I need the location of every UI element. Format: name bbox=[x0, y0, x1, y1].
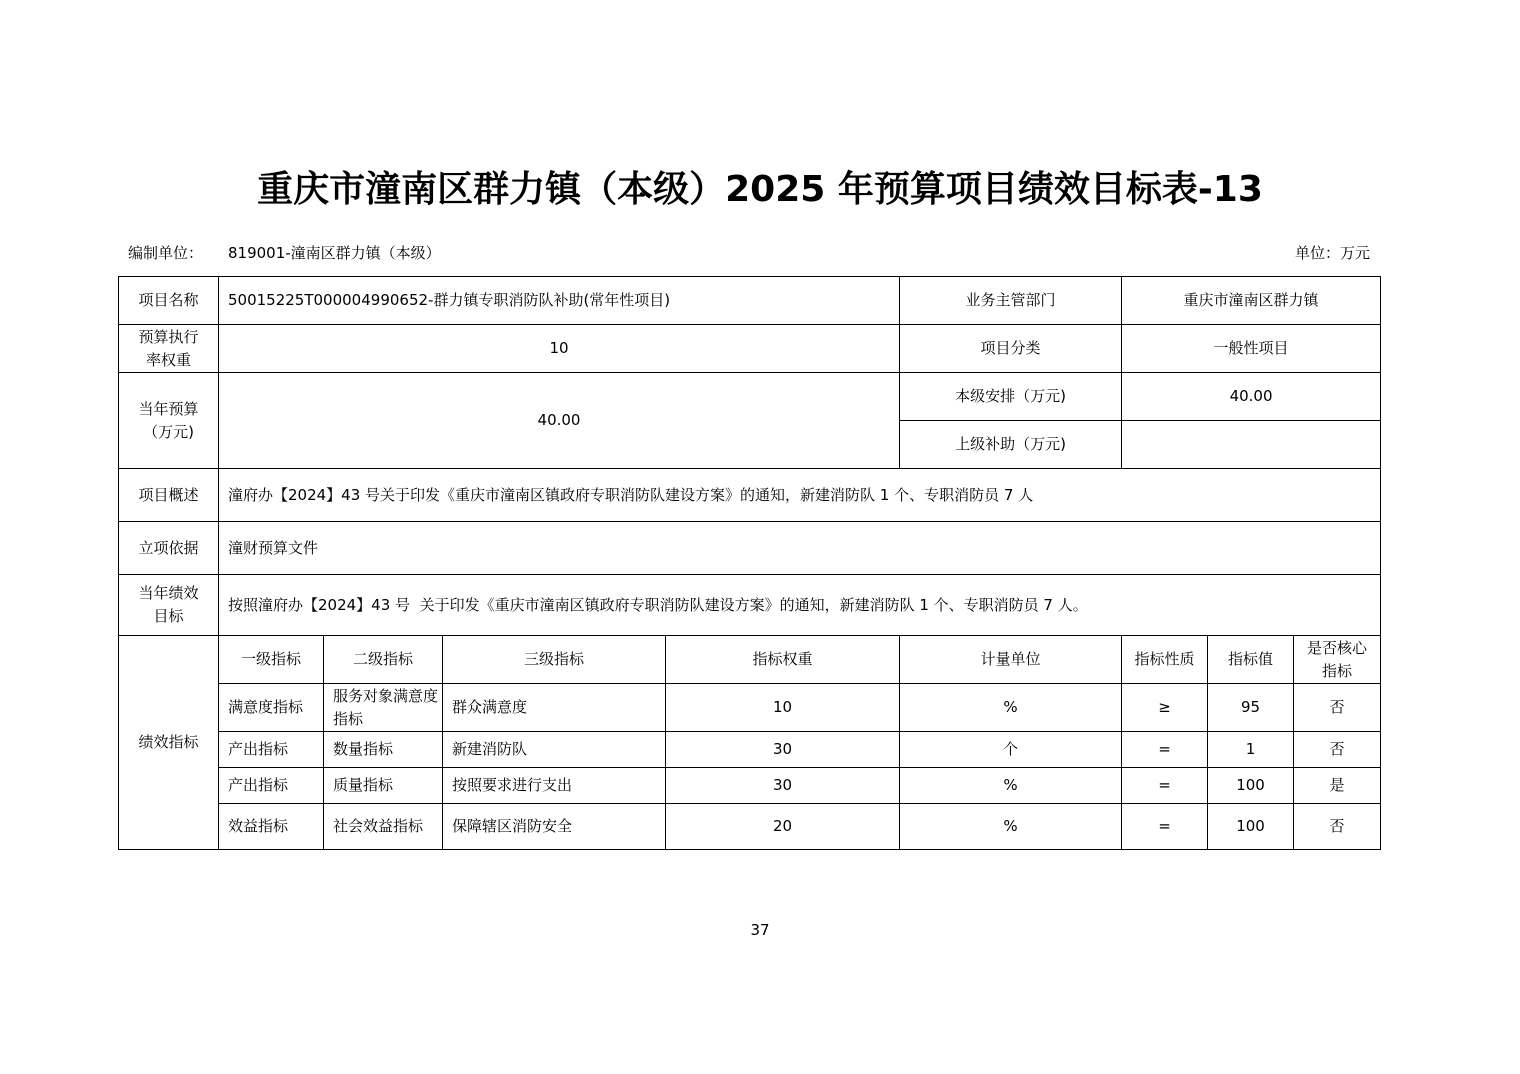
upper-label: 上级补助（万元) bbox=[900, 421, 1122, 469]
header-level1: 一级指标 bbox=[219, 636, 324, 684]
local-label: 本级安排（万元) bbox=[900, 373, 1122, 421]
row3-value: 100 bbox=[1208, 768, 1294, 804]
category-value: 一般性项目 bbox=[1122, 325, 1381, 373]
upper-value bbox=[1122, 421, 1381, 469]
row2-unit: 个 bbox=[900, 732, 1122, 768]
table-row bbox=[119, 684, 1381, 732]
budget-value: 40.00 bbox=[219, 373, 900, 469]
header-core: 是否核心指标 bbox=[1294, 636, 1381, 684]
row1-unit: % bbox=[900, 684, 1122, 732]
project-name-value: 50015225T000004990652-群力镇专职消防队补助(常年性项目) bbox=[219, 277, 900, 325]
table-row bbox=[119, 768, 1381, 804]
row2-value: 1 bbox=[1208, 732, 1294, 768]
row3-level3: 按照要求进行支出 bbox=[443, 768, 666, 804]
header-value: 指标值 bbox=[1208, 636, 1294, 684]
local-value: 40.00 bbox=[1122, 373, 1381, 421]
header-unit: 计量单位 bbox=[900, 636, 1122, 684]
row4-value: 100 bbox=[1208, 804, 1294, 850]
row-basis bbox=[119, 522, 1381, 575]
row1-level2: 服务对象满意度指标 bbox=[324, 684, 443, 732]
row1-level3: 群众满意度 bbox=[443, 684, 666, 732]
weight-value: 10 bbox=[219, 325, 900, 373]
row4-level2: 社会效益指标 bbox=[324, 804, 443, 850]
row2-level3: 新建消防队 bbox=[443, 732, 666, 768]
row-budget-local bbox=[119, 373, 1381, 421]
performance-target-table bbox=[118, 276, 1381, 850]
table-row bbox=[119, 804, 1381, 850]
indicator-header-row bbox=[119, 636, 1381, 684]
indicators-section-label: 绩效指标 bbox=[119, 636, 219, 850]
compiling-unit bbox=[128, 242, 441, 264]
row4-core: 否 bbox=[1294, 804, 1381, 850]
row4-nature: = bbox=[1122, 804, 1208, 850]
currency-unit: 单位：万元 bbox=[1294, 244, 1370, 262]
row1-core: 否 bbox=[1294, 684, 1381, 732]
row4-level3: 保障辖区消防安全 bbox=[443, 804, 666, 850]
goal-value: 按照潼府办【2024】43 号 关于印发《重庆市潼南区镇政府专职消防队建设方案》的通知，新建消防队 1 个、专职消防员 7 人。 bbox=[219, 575, 1381, 636]
header-weight: 指标权重 bbox=[666, 636, 900, 684]
header-level3: 三级指标 bbox=[443, 636, 666, 684]
row2-level1: 产出指标 bbox=[219, 732, 324, 768]
row1-level1: 满意度指标 bbox=[219, 684, 324, 732]
row3-level2: 质量指标 bbox=[324, 768, 443, 804]
row4-weight: 20 bbox=[666, 804, 900, 850]
row1-value: 95 bbox=[1208, 684, 1294, 732]
dept-value: 重庆市潼南区群力镇 bbox=[1122, 277, 1381, 325]
basis-value: 潼财预算文件 bbox=[219, 522, 1381, 575]
row-weight bbox=[119, 325, 1381, 373]
weight-label: 预算执行率权重 bbox=[119, 325, 219, 373]
row3-level1: 产出指标 bbox=[219, 768, 324, 804]
row-project-name bbox=[119, 277, 1381, 325]
row3-unit: % bbox=[900, 768, 1122, 804]
row3-nature: = bbox=[1122, 768, 1208, 804]
row4-level1: 效益指标 bbox=[219, 804, 324, 850]
page-number: 37 bbox=[750, 921, 770, 939]
row2-weight: 30 bbox=[666, 732, 900, 768]
dept-label: 业务主管部门 bbox=[900, 277, 1122, 325]
row3-weight: 30 bbox=[666, 768, 900, 804]
budget-label: 当年预算（万元) bbox=[119, 373, 219, 469]
basis-label: 立项依据 bbox=[119, 522, 219, 575]
overview-value: 潼府办【2024】43 号关于印发《重庆市潼南区镇政府专职消防队建设方案》的通知，新建消防队 1 个、专职消防员 7 人 bbox=[219, 469, 1381, 522]
row1-weight: 10 bbox=[666, 684, 900, 732]
row4-unit: % bbox=[900, 804, 1122, 850]
row1-nature: ≥ bbox=[1122, 684, 1208, 732]
table-row bbox=[119, 732, 1381, 768]
header-nature: 指标性质 bbox=[1122, 636, 1208, 684]
compiling-unit-label: 编制单位： bbox=[128, 244, 204, 262]
project-name-label: 项目名称 bbox=[119, 277, 219, 325]
goal-label: 当年绩效目标 bbox=[119, 575, 219, 636]
category-label: 项目分类 bbox=[900, 325, 1122, 373]
page-title: 重庆市潼南区群力镇（本级）2025 年预算项目绩效目标表-13 bbox=[257, 169, 1263, 210]
row3-core: 是 bbox=[1294, 768, 1381, 804]
header-level2: 二级指标 bbox=[324, 636, 443, 684]
row2-core: 否 bbox=[1294, 732, 1381, 768]
row-overview bbox=[119, 469, 1381, 522]
row2-nature: = bbox=[1122, 732, 1208, 768]
row2-level2: 数量指标 bbox=[324, 732, 443, 768]
compiling-unit-value: 819001-潼南区群力镇（本级） bbox=[228, 244, 441, 262]
overview-label: 项目概述 bbox=[119, 469, 219, 522]
row-goal bbox=[119, 575, 1381, 636]
